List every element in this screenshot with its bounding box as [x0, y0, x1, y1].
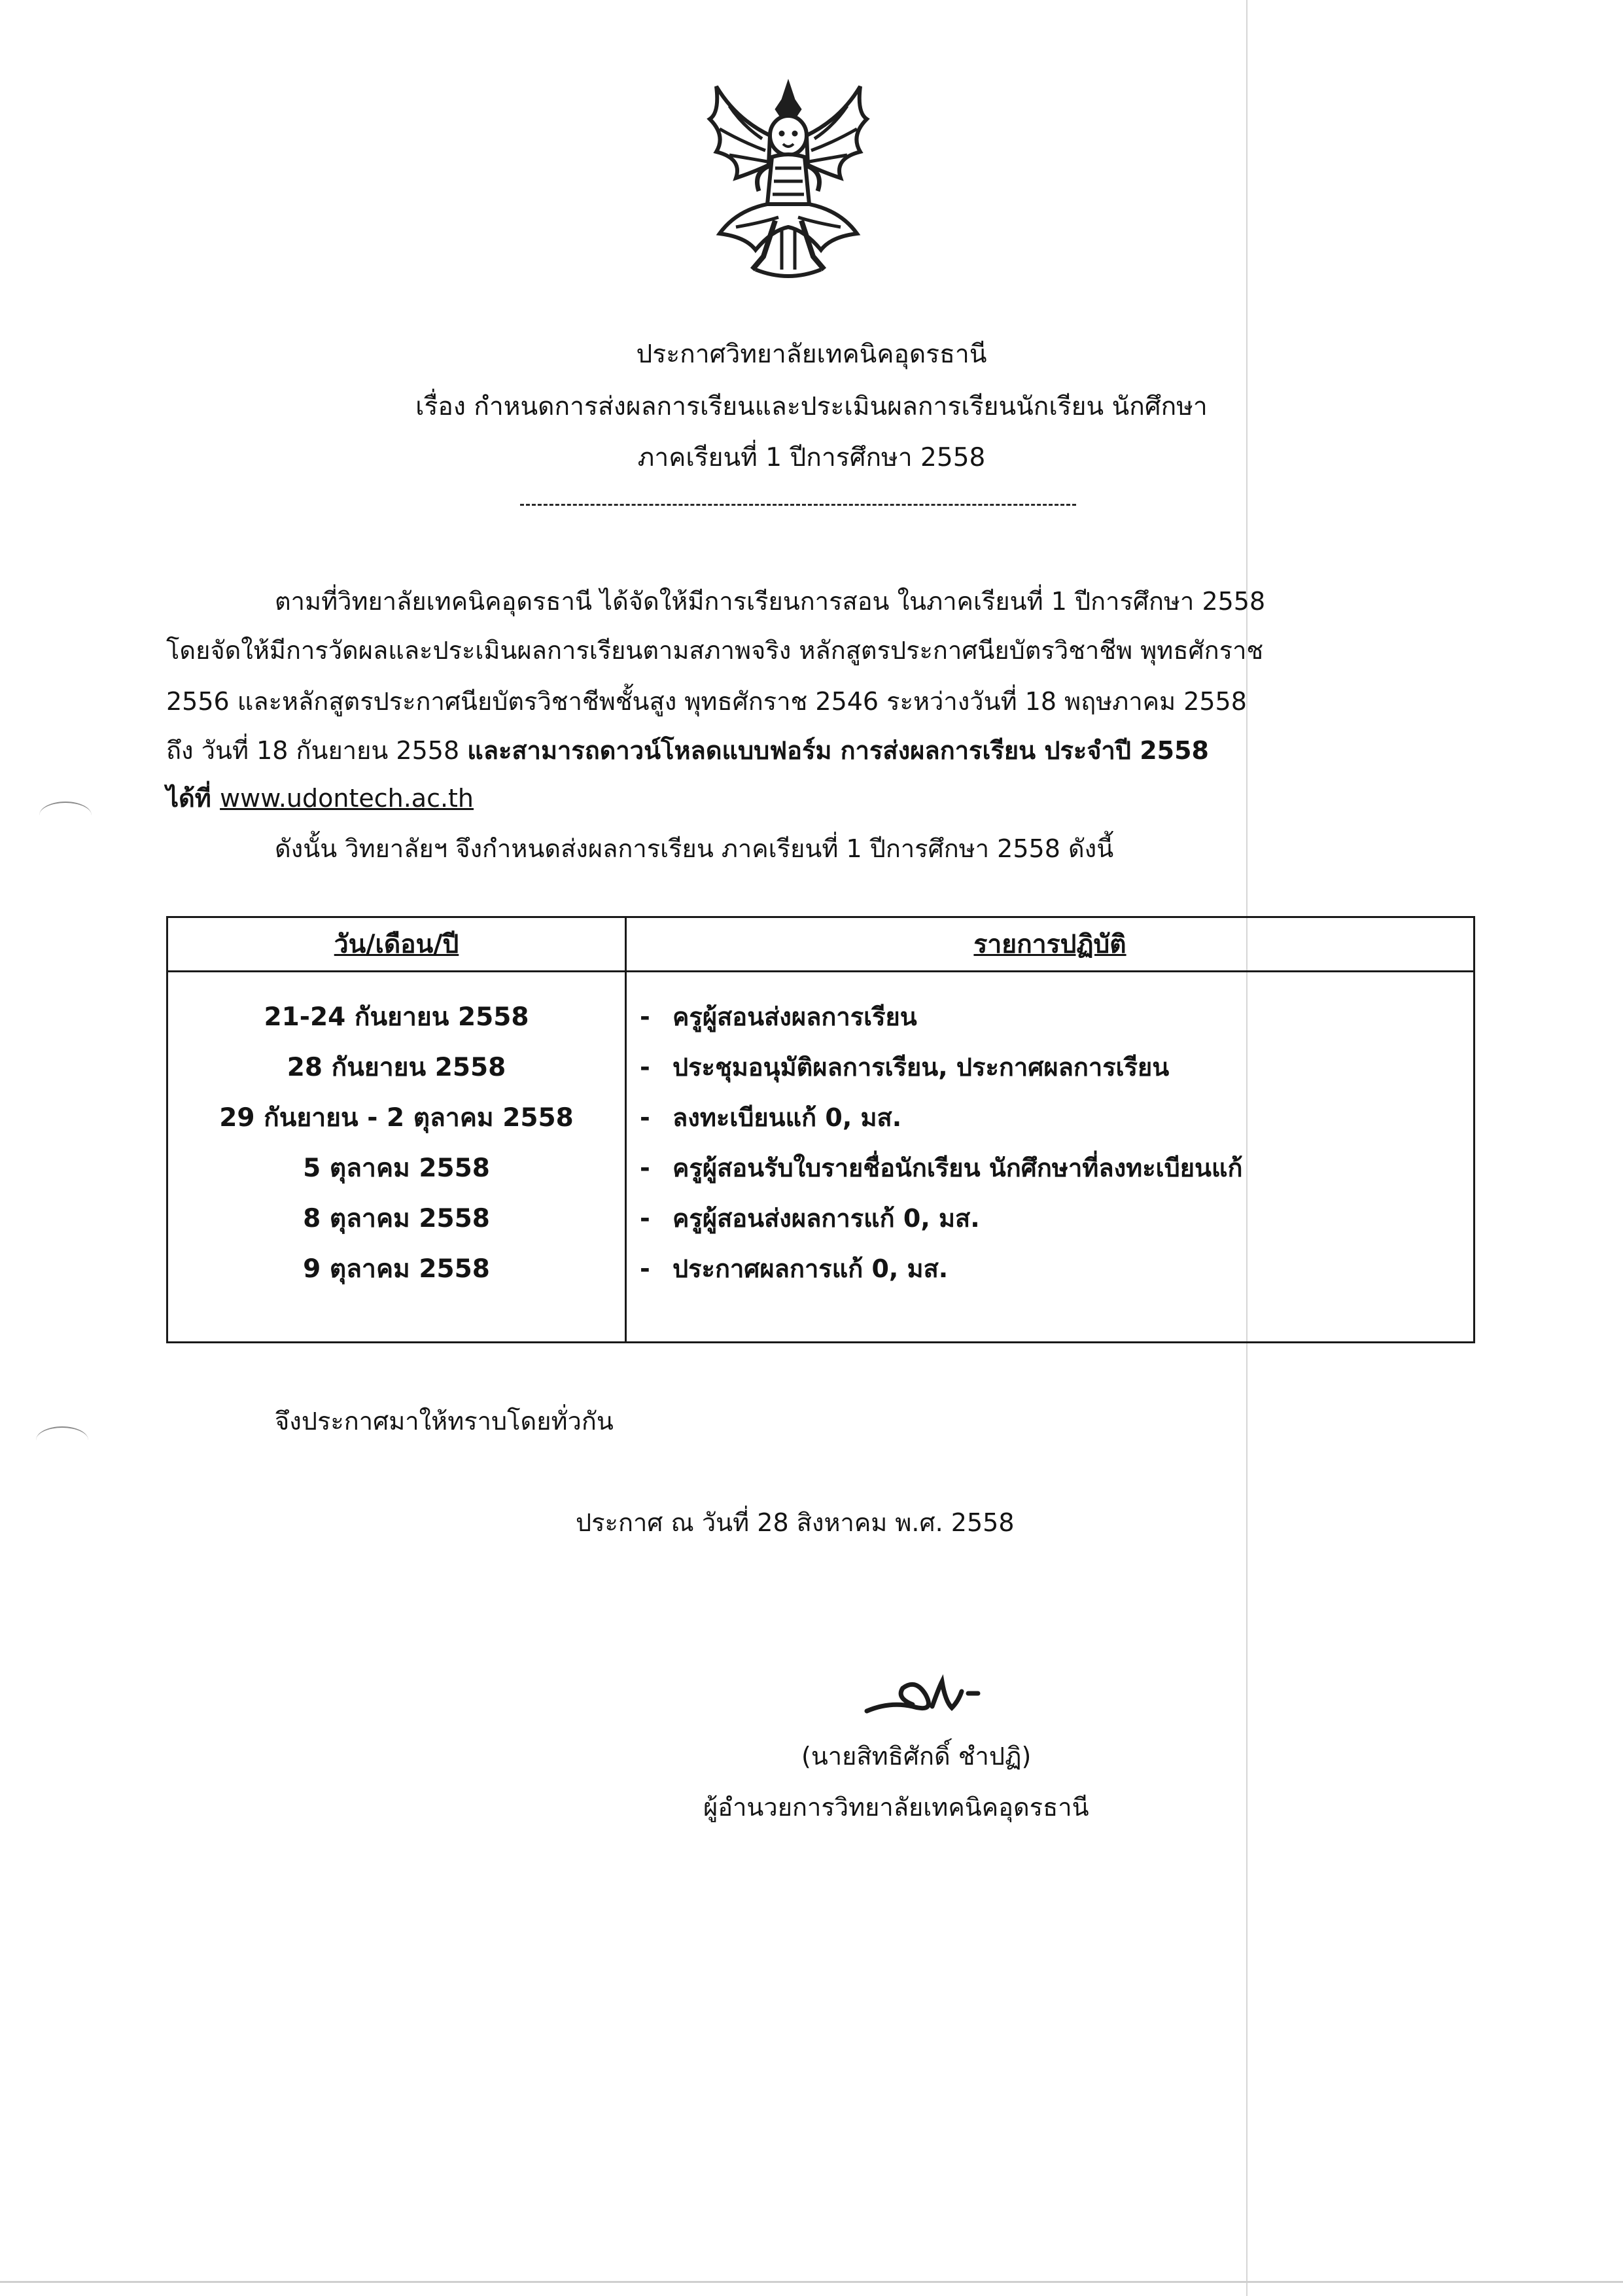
action-text: ประชุมอนุมัติผลการเรียน, ประกาศผลการเรียน: [672, 1053, 1170, 1082]
signatory-position: ผู้อำนวยการวิทยาลัยเทคนิคอุดรธานี: [703, 1793, 1089, 1822]
action-column: [626, 972, 1475, 1343]
table-row-action: [627, 1093, 1473, 1143]
column-header-date: วัน/เดือน/ปี: [167, 917, 626, 972]
action-text: ครูผู้สอนส่งผลการเรียน: [672, 1002, 917, 1031]
download-notice: และสามารถดาวน์โหลดแบบฟอร์ม การส่งผลการเรียน ประจำปี 2558: [467, 736, 1209, 765]
table-row-action: [627, 1193, 1473, 1244]
action-text: ประกาศผลการแก้ 0, มส.: [672, 1254, 949, 1283]
table-row-action: [627, 1143, 1473, 1193]
table-row-date: 8 ตุลาคม 2558: [303, 1204, 490, 1233]
bullet-dash: -: [640, 1254, 650, 1283]
hole-punch-mark: [36, 1426, 88, 1454]
body-paragraph-2: ดังนั้น วิทยาลัยฯ จึงกำหนดส่งผลการเรียน ภาคเรียนที่ 1 ปีการศึกษา 2558 ดังนี้: [275, 834, 1114, 863]
handwritten-signature: [864, 1655, 1007, 1727]
announcement-title: ประกาศวิทยาลัยเทคนิคอุดรธานี: [636, 340, 987, 369]
table-row-action: [627, 992, 1473, 1042]
action-text: ครูผู้สอนส่งผลการแก้ 0, มส.: [672, 1204, 980, 1233]
closing-statement: จึงประกาศมาให้ทราบโดยทั่วกัน: [275, 1407, 614, 1436]
announcement-subject: เรื่อง กำหนดการส่งผลการเรียนและประเมินผลการเรียนนักเรียน นักศึกษา: [415, 392, 1208, 421]
body-line-4: [166, 726, 1209, 775]
announcement-date: ประกาศ ณ วันที่ 28 สิงหาคม พ.ศ. 2558: [576, 1508, 1015, 1537]
date-column: [167, 972, 626, 1343]
table-row-date: 21-24 กันยายน 2558: [264, 1002, 529, 1032]
table-header-row: [167, 917, 1475, 972]
body-line-5: [166, 774, 474, 823]
column-header-action: รายการปฏิบัติ: [626, 917, 1475, 972]
table-body-row: [167, 972, 1475, 1343]
download-at-label: ได้ที่: [166, 784, 220, 813]
action-text: ลงทะเบียนแก้ 0, มส.: [672, 1103, 902, 1132]
signatory-name: (นายสิทธิศักดิ์ ชำปฏิ): [801, 1742, 1032, 1771]
body-line-2: โดยจัดให้มีการวัดผลและประเมินผลการเรียนตามสภาพจริง หลักสูตรประกาศนียบัตรวิชาชีพ พุทธศักราช: [166, 636, 1264, 665]
table-row-action: [627, 1244, 1473, 1294]
table-row-date: 29 กันยายน - 2 ตุลาคม 2558: [219, 1103, 574, 1133]
table-row-date: 5 ตุลาคม 2558: [303, 1154, 490, 1183]
bullet-dash: -: [640, 1053, 650, 1082]
body-line-3: 2556 และหลักสูตรประกาศนียบัตรวิชาชีพชั้นสูง พุทธศักราช 2546 ระหว่างวันที่ 18 พฤษภาคม 2558: [166, 687, 1247, 716]
table-row-action: [627, 1042, 1473, 1093]
hole-punch-mark: [39, 802, 92, 829]
announcement-term: ภาคเรียนที่ 1 ปีการศึกษา 2558: [637, 443, 986, 472]
header-divider: [520, 504, 1076, 506]
action-text: ครูผู้สอนรับใบรายชื่อนักเรียน นักศึกษาที่ลงทะเบียนแก้: [672, 1154, 1243, 1182]
website-link[interactable]: www.udontech.ac.th: [220, 784, 474, 813]
scan-bottom-edge: [0, 2281, 1623, 2283]
bullet-dash: -: [640, 1154, 650, 1182]
bullet-dash: -: [640, 1204, 650, 1233]
garuda-emblem: [690, 73, 886, 283]
body-line-4-text: ถึง วันที่ 18 กันยายน 2558: [166, 736, 468, 765]
table-row-date: 9 ตุลาคม 2558: [303, 1254, 490, 1284]
bullet-dash: -: [640, 1002, 650, 1031]
bullet-dash: -: [640, 1103, 650, 1132]
table-row-date: 28 กันยายน 2558: [287, 1053, 506, 1082]
schedule-table: [166, 916, 1475, 1343]
body-line-1: ตามที่วิทยาลัยเทคนิคอุดรธานี ได้จัดให้มีการเรียนการสอน ในภาคเรียนที่ 1 ปีการศึกษา 2558: [275, 587, 1266, 616]
